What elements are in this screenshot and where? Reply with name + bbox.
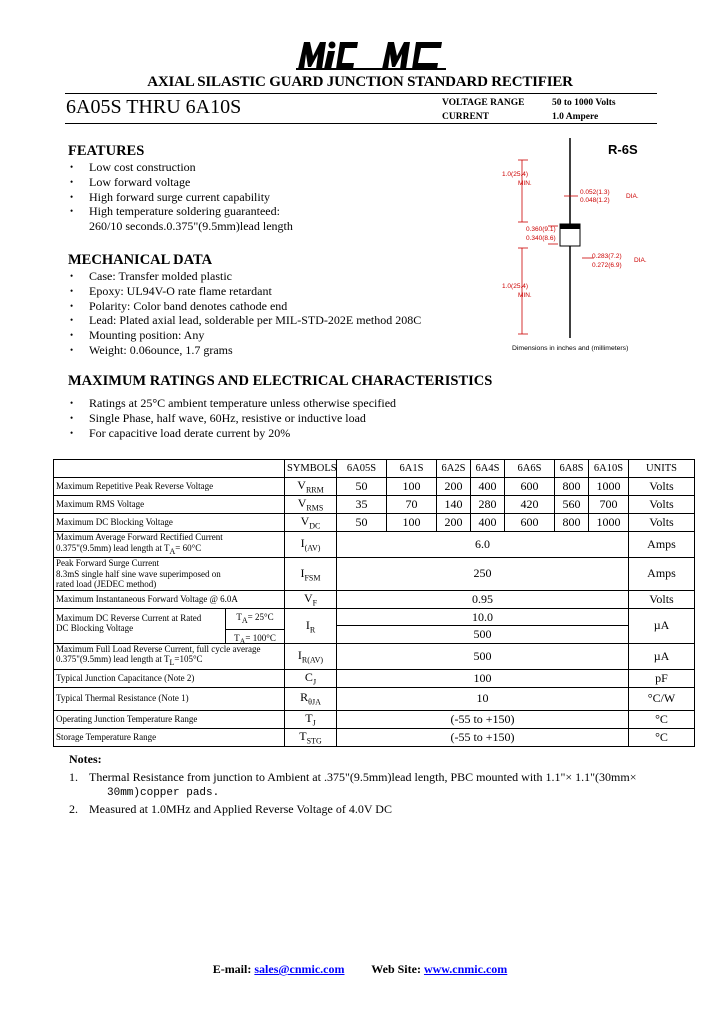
param-name: Maximum Repetitive Peak Reverse Voltage (54, 478, 285, 496)
param-name: Maximum Instantaneous Forward Voltage @ 6.0A (54, 590, 285, 608)
value: 800 (555, 514, 589, 532)
notes-heading: Notes: (69, 752, 102, 766)
value: (-55 to +150) (337, 728, 629, 746)
param-name: Maximum RMS Voltage (54, 496, 285, 514)
mechanical-item: • Polarity: Color band denotes cathode end (68, 299, 488, 314)
param-name: Typical Thermal Resistance (Note 1) (54, 687, 285, 710)
unit: Volts (629, 590, 695, 608)
spec-label: CURRENT (442, 112, 489, 122)
dim-label: 1.0(25.4) (502, 171, 529, 178)
web-link[interactable]: www.cnmic.com (423, 962, 508, 976)
table-row (54, 478, 695, 496)
table-row (54, 643, 695, 669)
mechanical-item: • Epoxy: UL94V-O rate flame retardant (68, 284, 488, 299)
param-name: Maximum DC Reverse Current at Rated DC Blocking Voltage $T_A= 25^\circ C$ $T_A= 100^\circ C$ (54, 608, 285, 643)
value: 600 (505, 514, 555, 532)
ratings-heading: MAXIMUM RATINGS AND ELECTRICAL CHARACTERISTICS (68, 373, 493, 389)
ratings-section (68, 373, 628, 440)
table-row (54, 557, 695, 590)
note-text: 30mm)copper pads. (107, 787, 220, 799)
symbol: $V_{RMS}$ (285, 496, 337, 514)
package-outline-diagram (498, 138, 658, 358)
dim-label: 0.048(1.2) (580, 197, 610, 204)
dim-label: MIN. (518, 292, 532, 299)
note-number: 2. (69, 802, 78, 816)
value: 1000 (589, 478, 629, 496)
value: 140 (437, 496, 471, 514)
dim-label: 0.052(1.3) (580, 189, 610, 196)
unit: °C (629, 710, 695, 728)
header-part: 6A2S (437, 460, 471, 478)
mechanical-section (68, 252, 488, 358)
symbol: $I_{(AV)}$ (285, 532, 337, 558)
param-name: Maximum Average Forward Rectified Current 0.375"(9.5mm) lead length at $T_A= 60^\circ C$ (54, 532, 285, 558)
dim-label: 1.0(25.4) (502, 283, 529, 290)
divider (65, 123, 657, 124)
mechanical-item: • Mounting position: Any (68, 328, 488, 343)
symbol: $I_R$ (285, 608, 337, 643)
param-name: Operating Junction Temperature Range (54, 710, 285, 728)
dim-label: 0.272(6.9) (592, 262, 622, 269)
unit: Amps (629, 532, 695, 558)
divider (65, 93, 657, 94)
value: 500 (337, 626, 629, 644)
value: (-55 to +150) (337, 710, 629, 728)
header-part: 6A1S (387, 460, 437, 478)
param-name: Storage Temperature Range (54, 728, 285, 746)
spec-value: 50 to 1000 Volts (552, 98, 616, 108)
footer (0, 962, 720, 977)
value: 200 (437, 478, 471, 496)
header-part: 6A4S (471, 460, 505, 478)
value: 1000 (589, 514, 629, 532)
unit: µA (629, 608, 695, 643)
mechanical-item: • Weight: 0.06ounce, 1.7 grams (68, 343, 488, 358)
header-units: UNITS (629, 460, 695, 478)
symbol: $V_{RRM}$ (285, 478, 337, 496)
dim-label: DIA. (634, 257, 647, 264)
table-row (54, 532, 695, 558)
unit: Volts (629, 478, 695, 496)
value: 10 (337, 687, 629, 710)
dim-label: 0.340(8.6) (526, 235, 556, 242)
table-row (54, 669, 695, 687)
value: 70 (387, 496, 437, 514)
table-row (54, 496, 695, 514)
dim-label: MIN. (518, 180, 532, 187)
value: 280 (471, 496, 505, 514)
value: 560 (555, 496, 589, 514)
unit: pF (629, 669, 695, 687)
header-part: 6A05S (337, 460, 387, 478)
symbol: $R_{\theta JA}$ (285, 687, 337, 710)
param-name: Maximum DC Blocking Voltage (54, 514, 285, 532)
dim-label: 0.360(9.1) (526, 226, 556, 233)
dim-label: DIA. (626, 193, 639, 200)
web-label: Web Site: (371, 962, 421, 976)
unit: µA (629, 643, 695, 669)
feature-item: • High forward surge current capability (68, 190, 488, 205)
value: 400 (471, 478, 505, 496)
value: 50 (337, 478, 387, 496)
param-name: Typical Junction Capacitance (Note 2) (54, 669, 285, 687)
email-label: E-mail: (212, 962, 252, 976)
value: 800 (555, 478, 589, 496)
unit: °C/W (629, 687, 695, 710)
features-heading: FEATURES (68, 143, 145, 159)
mechanical-item: • Case: Transfer molded plastic (68, 269, 488, 284)
note-text: Thermal Resistance from junction to Ambient at .375"(9.5mm)lead length, PBC mounted with 1.1"× 1.1"(30mm× (89, 770, 637, 784)
symbol: $V_{DC}$ (285, 514, 337, 532)
feature-item: • Low cost construction (68, 160, 488, 175)
unit: Amps (629, 557, 695, 590)
value: 6.0 (337, 532, 629, 558)
mic-logo (296, 36, 446, 70)
feature-item: • Low forward voltage (68, 175, 488, 190)
rating-item: • For capacitive load derate current by 20% (68, 426, 628, 441)
value: 600 (505, 478, 555, 496)
unit: °C (629, 728, 695, 746)
value: 700 (589, 496, 629, 514)
header-part: 6A6S (505, 460, 555, 478)
value: 50 (337, 514, 387, 532)
value: 35 (337, 496, 387, 514)
table-header-row (54, 460, 695, 478)
feature-item: • High temperature soldering guaranteed: (68, 204, 488, 219)
spec-label: VOLTAGE RANGE (442, 98, 525, 108)
features-section (68, 143, 488, 234)
symbol: $I_{R(AV)}$ (285, 643, 337, 669)
param-name: Peak Forward Surge Current 8.3mS single half sine wave superimposed on rated load (JEDEC method) (54, 557, 285, 590)
rating-item: • Single Phase, half wave, 60Hz, resistive or inductive load (68, 411, 628, 426)
table-row (54, 514, 695, 532)
value: 400 (471, 514, 505, 532)
mechanical-heading: MECHANICAL DATA (68, 252, 213, 268)
table-row (54, 687, 695, 710)
notes-section (69, 751, 637, 817)
header-symbols: SYMBOLS (285, 460, 337, 478)
rating-item: • Ratings at 25°C ambient temperature unless otherwise specified (68, 396, 628, 411)
symbol: $C_J$ (285, 669, 337, 687)
part-number: 6A05S THRU 6A10S (66, 96, 242, 118)
symbol: $T_J$ (285, 710, 337, 728)
email-link[interactable]: sales@cnmic.com (254, 962, 345, 976)
table-row (54, 728, 695, 746)
symbol: $V_F$ (285, 590, 337, 608)
document-title: AXIAL SILASTIC GUARD JUNCTION STANDARD RECTIFIER (147, 74, 573, 90)
diagram-caption: Dimensions in inches and (millimeters) (512, 345, 629, 352)
feature-continuation: 260/10 seconds.0.375"(9.5mm)lead length (89, 219, 293, 234)
dim-label: 0.283(7.2) (592, 253, 622, 260)
symbol: $T_{STG}$ (285, 728, 337, 746)
value: 100 (387, 478, 437, 496)
value: 200 (437, 514, 471, 532)
package-label: R-6S (608, 142, 638, 157)
value: 420 (505, 496, 555, 514)
note-number: 1. (69, 770, 78, 784)
spec-summary (442, 96, 616, 124)
spec-value: 1.0 Ampere (552, 112, 599, 122)
value: 100 (337, 669, 629, 687)
param-name: Maximum Full Load Reverse Current, full cycle average 0.375"(9.5mm) lead length at $T_L=105^\circ C$ (54, 643, 285, 669)
unit: Volts (629, 496, 695, 514)
table-row (54, 710, 695, 728)
table-row (54, 590, 695, 608)
symbol: $I_{FSM}$ (285, 557, 337, 590)
value: 500 (337, 643, 629, 669)
value: 100 (387, 514, 437, 532)
value: 10.0 (337, 608, 629, 626)
mechanical-item: • Lead: Plated axial lead, solderable per MIL-STD-202E method 208C (68, 313, 488, 328)
header-part: 6A10S (589, 460, 629, 478)
value: 250 (337, 557, 629, 590)
ratings-table (53, 459, 695, 747)
unit: Volts (629, 514, 695, 532)
table-row (54, 608, 695, 626)
header-part: 6A8S (555, 460, 589, 478)
value: 0.95 (337, 590, 629, 608)
note-text: Measured at 1.0MHz and Applied Reverse Voltage of 4.0V DC (89, 802, 392, 816)
